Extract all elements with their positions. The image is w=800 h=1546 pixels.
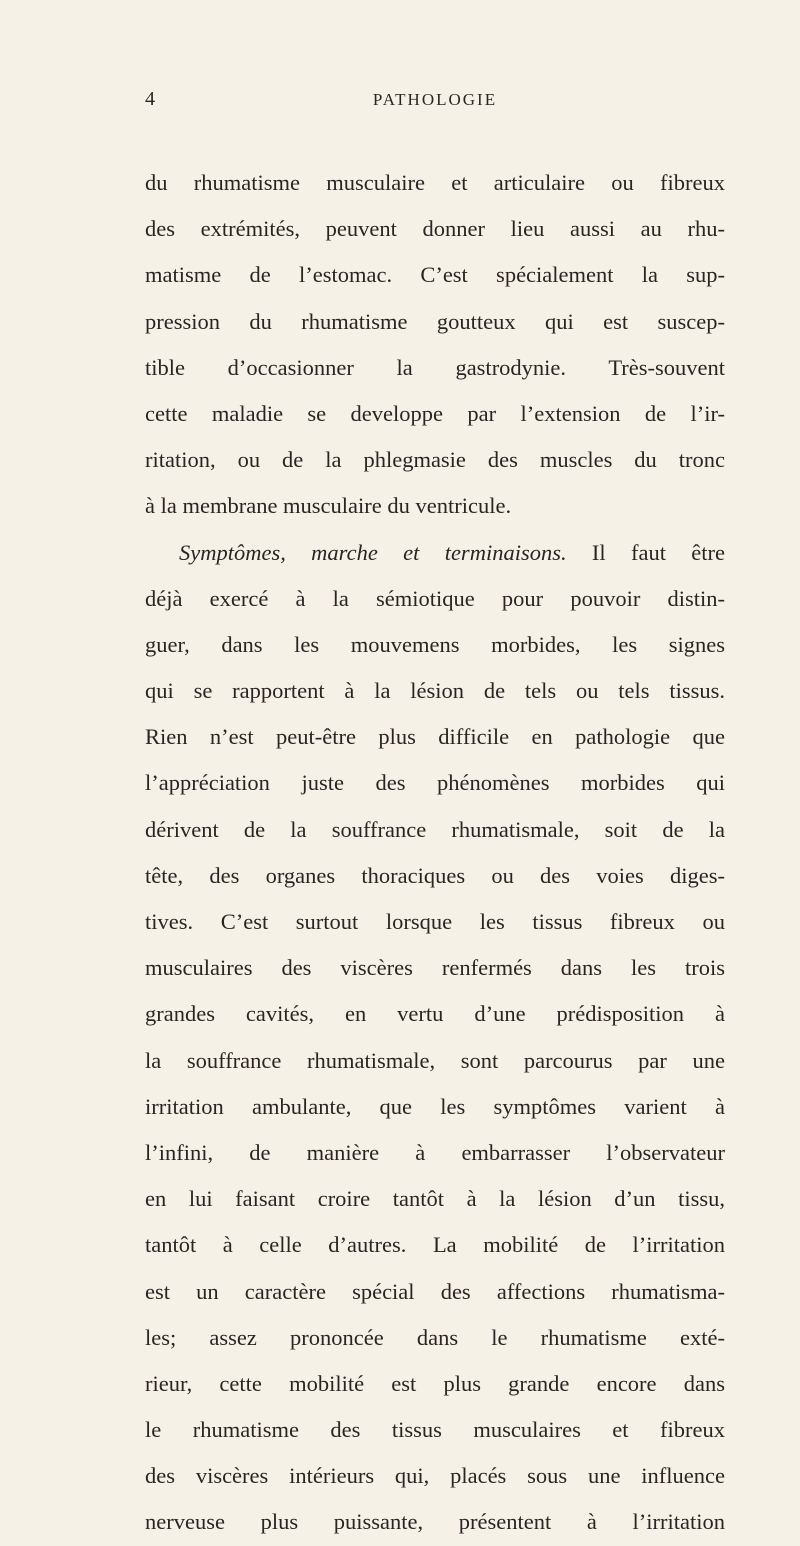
text-line: l’appréciation juste des phénomènes morbides qui (145, 770, 725, 796)
text-line: dérivent de la souffrance rhumatismale, soit de la (145, 816, 725, 842)
text-line: guer, dans les mouvemens morbides, les signes (145, 631, 725, 657)
text-line: matisme de l’estomac. C’est spécialement la sup- (145, 262, 725, 288)
text-line: tantôt à celle d’autres. La mobilité de l’irritation (145, 1232, 725, 1258)
text-line: cette maladie se developpe par l’extension de l’ir- (145, 400, 725, 426)
text-line: tête, des organes thoraciques ou des voies diges- (145, 862, 725, 888)
text-line: ritation, ou de la phlegmasie des muscles du tronc (145, 447, 725, 473)
section-heading-line (145, 530, 725, 576)
page-number: 4 (145, 88, 155, 110)
text-line: en lui faisant croire tantôt à la lésion d’un tissu, (145, 1186, 725, 1212)
text-line: irritation ambulante, que les symptômes varient à (145, 1093, 725, 1119)
text-line: est un caractère spécial des affections rhumatisma- (145, 1278, 725, 1304)
text-line: des extrémités, peuvent donner lieu aussi au rhu- (145, 216, 725, 242)
text-line: les; assez prononcée dans le rhumatisme exté- (145, 1324, 725, 1350)
text-line: tives. C’est surtout lorsque les tissus fibreux ou (145, 909, 725, 934)
text-line: rieur, cette mobilité est plus grande encore dans (145, 1370, 725, 1396)
section-heading-continuation: Il faut être (566, 539, 725, 565)
text-line: nerveuse plus puissante, présentent à l’irritation (145, 1509, 725, 1535)
text-line: la souffrance rhumatismale, sont parcourus par une (145, 1047, 725, 1073)
text-line: déjà exercé à la sémiotique pour pouvoir distin- (145, 585, 725, 611)
text-line: des viscères intérieurs qui, placés sous une influence (145, 1463, 725, 1489)
body-text (145, 160, 725, 1546)
text-line: le rhumatisme des tissus musculaires et fibreux (145, 1417, 725, 1443)
text-line: Rien n’est peut-être plus difficile en pathologie que (145, 724, 725, 750)
text-line: musculaires des viscères renfermés dans les trois (145, 955, 725, 981)
text-line: tible d’occasionner la gastrodynie. Très-souvent (145, 354, 725, 380)
text-line: pression du rhumatisme goutteux qui est suscep- (145, 308, 725, 334)
running-title: PATHOLOGIE (372, 90, 498, 109)
text-line: l’infini, de manière à embarrasser l’observateur (145, 1139, 725, 1165)
page-header (145, 88, 725, 118)
text-line: qui se rapportent à la lésion de tels ou tels tissus. (145, 678, 725, 704)
text-line: du rhumatisme musculaire et articulaire ou fibreux (145, 170, 725, 195)
section-heading: Symptômes, marche et terminaisons. (179, 539, 567, 565)
text-line: à la membrane musculaire du ventricule. (145, 493, 512, 519)
text-line: grandes cavités, en vertu d’une prédisposition à (145, 1001, 725, 1027)
